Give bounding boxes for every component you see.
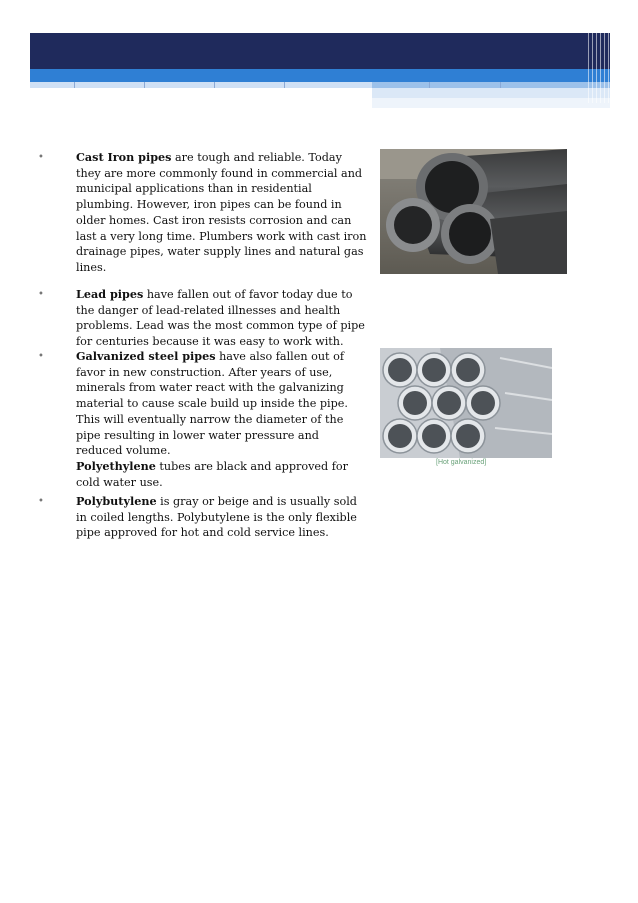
header-tick bbox=[429, 82, 430, 88]
bullet-icon: • bbox=[38, 351, 44, 362]
polyethylene-text: tubes are black and approved for cold water use. bbox=[76, 459, 348, 489]
item-text: are tough and reliable. Today they are more commonly found in commercial and municipal applications than in residential plumbing. However, iron pipes can be found in older homes. Cast iron resists corrosion and can last a very long time. Plumbers work with cast iron drainage pipes, water supply lines and natural gas lines. bbox=[76, 151, 367, 274]
header-tick bbox=[214, 82, 215, 88]
item-title: Cast Iron pipes bbox=[76, 150, 172, 164]
polyethylene-title: Polyethylene bbox=[76, 458, 156, 473]
item-title: Lead pipes bbox=[76, 287, 144, 301]
cast-iron-pipes-image bbox=[380, 149, 567, 274]
header-bar bbox=[30, 33, 610, 69]
image-caption: [Hot galvanized] bbox=[436, 459, 487, 466]
header-tick bbox=[74, 82, 75, 88]
header-tick bbox=[500, 82, 501, 88]
header-tick bbox=[284, 82, 285, 88]
header-step bbox=[372, 88, 610, 98]
item-title: Polybutylene bbox=[76, 494, 157, 508]
bullet-icon: • bbox=[38, 152, 44, 163]
bullet-icon: • bbox=[38, 289, 44, 300]
header-grid-pattern bbox=[588, 33, 610, 103]
header-tick bbox=[144, 82, 145, 88]
header-step-lower bbox=[372, 98, 610, 108]
header-accent-bar bbox=[30, 69, 610, 82]
item-text: is gray or beige and is usually sold in coiled lengths. Polybutylene is the only flexible pipe approved for hot and cold service lines. bbox=[76, 495, 357, 540]
item-text: have fallen out of favor today due to the danger of lead-related illnesses and health problems. Lead was the most common type of pipe for centuries because it was easy to work with. bbox=[76, 288, 365, 349]
item-text: have also fallen out of favor in new construction. After years of use, minerals from water react with the galvanizing material to cause scale build up inside the pipe. This will eventually narrow the diameter of the pipe resulting in lower water pressure and reduced volume. bbox=[76, 350, 348, 458]
galvanized-pipes-image bbox=[380, 348, 552, 458]
header-light-strip bbox=[30, 82, 375, 88]
bullet-icon: • bbox=[38, 496, 44, 507]
item-title: Galvanized steel pipes bbox=[76, 349, 216, 363]
